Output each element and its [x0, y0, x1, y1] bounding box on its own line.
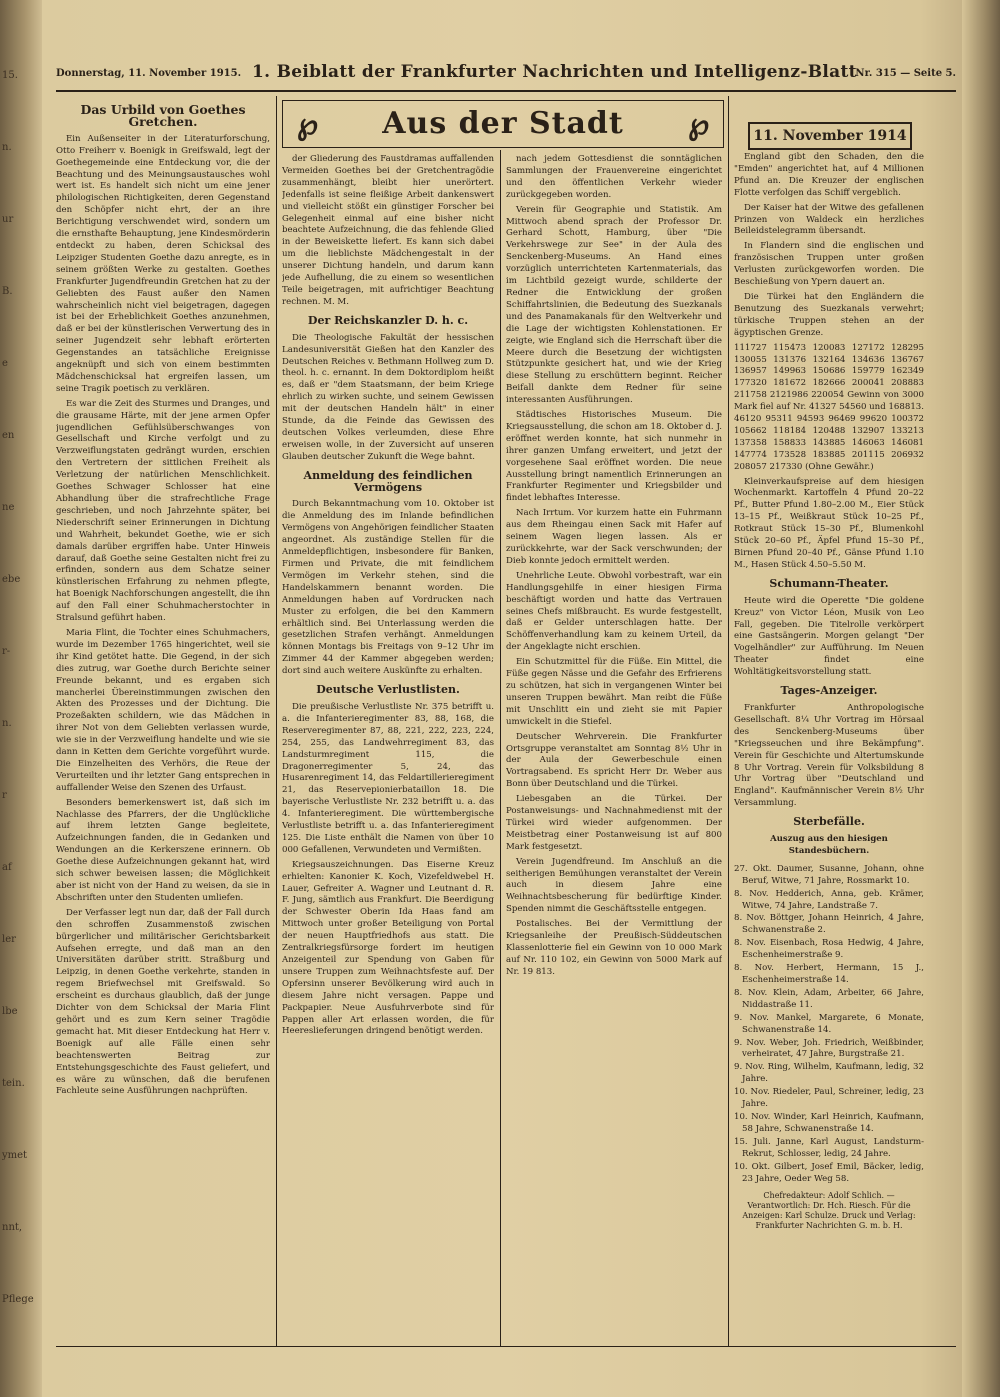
sterbefaelle-subheading: Auszug aus den hiesigen Standesbüchern.: [770, 834, 888, 856]
news-item: Die Türkei hat den Engländern die Benutzung des Suezkanals verwehrt; türkische Truppen stehen an der ägyptischen Grenze.: [734, 291, 924, 338]
section-text: Durch Bekanntmachung vom 10. Oktober ist die Anmeldung des im Inlande befindlichen Vermögens von Angehörigen feindlicher Staaten angeordnet. Als zuständige Stellen für die Anmeldepflichtigen, insbesondere für Banken, Firmen und Private, die mit feindlichem Vermögen im Verkehr stehen, sind die Handelskammern benannt worden. Die Anmeldungen haben auf Vordrucken nach Muster zu erfolgen, die bei den Kammern erhältlich sind. Bei Unterlassung werden die gesetzlichen Strafen verhängt. Anmeldungen können Montags bis Freitags von 9–12 Uhr im Zimmer 44 der Kammer abgegeben werden; dort sind auch weitere Auskünfte zu erhalten.: [282, 499, 494, 677]
article-heading: Das Urbild von Goethes Gretchen.: [80, 102, 246, 129]
left-edge-fragment: e: [2, 358, 8, 369]
article-continuation: der Gliederung des Faustdramas auffallenden Vermeiden Goethes bei der Gretchentragödie zusammenhängt, bleibt hier unerörtert. Jedenfalls ist seine fleißige Arbeit dankenswert und vielleicht stößt ein günstiger Forscher bei Gelegenheit einmal auf eine bisher nicht beachtete Aufzeichnung, die das fehlende Glied in der Beweiskette liefert. Es kann sich dabei um die lieblichste Mädchengestalt in der unserer Dichtung handeln, und darum kann jede Aufhellung, die zu einem so wesentlichen Teile beigetragen, mit aufrichtiger Beachtung rechnen. M. M.: [282, 154, 494, 307]
left-edge-fragment: lbe: [2, 1006, 18, 1017]
death-entry: 10. Okt. Gilbert, Josef Emil, Bäcker, ledig, 23 Jahre, Oeder Weg 58.: [734, 1161, 924, 1184]
news-item: Der Kaiser hat der Witwe des gefallenen Prinzen von Waldeck ein herzliches Beileidstelegramm übersandt.: [734, 202, 924, 237]
column-3: [506, 154, 722, 1346]
left-edge-fragment: nnt,: [2, 1222, 23, 1233]
left-edge-fragment: ler: [2, 934, 16, 945]
footer-rule: [56, 1346, 956, 1347]
left-edge-fragment: en: [2, 430, 15, 441]
death-entry: 9. Nov. Mankel, Margarete, 6 Monate, Schwanenstraße 14.: [734, 1012, 924, 1035]
left-edge-fragment: n.: [2, 142, 12, 153]
theater-heading: Schumann-Theater.: [769, 576, 889, 590]
article-paragraph: Ein Außenseiter in der Literaturforschung, Otto Freiherr v. Boenigk in Greifswald, legt der Goethegemeinde eine Entdeckung vor, die der Beachtung und des Meinungsaustausches wohl wert ist. Es handelt sich nicht um eine jener philologischen Richtigkeiten, deren Gegenstand den Schöpfer nicht ehrt, der an ihre Berichtigung verschwendet wird, sondern um die ernsthafte Behauptung, jene Kindesmörderin entdeckt zu haben, deren Schicksal des Leipziger Studenten Goethe dazu anregte, es in seinem größten Werke zu gestalten. Goethes Frankfurter Jugendfreundin Gretchen hat zu der Geliebten des Faust außer den Namen wahrscheinlich nicht viel beigetragen, dagegen ist bei der Erheblichkeit Goethes anzunehmen, daß er bei der künstlerischen Verwertung des in seiner Jugendzeit sehr lebhaft erörterten Gegenstandes an tatsächliche Ereignisse angeknüpft und sich von einem bestimmten Mädchenschicksal hat ergreifen lassen, um seine Tragik poetisch zu verklären.: [56, 133, 270, 394]
news-item: Städtisches Historisches Museum. Die Kriegsausstellung, die schon am 18. Oktober d. J. eröffnet werden konnte, hat sich nunmehr in ihrer ganzen Umfang erweitert, und jetzt der vorgesehene Saal eröffnet worden. Die neue Ausstellung bringt namentlich Erinnerungen an Frankfurter Regimenter und Kriegsbilder und findet lebhaftes Interesse.: [506, 410, 722, 504]
column-2-sections: [282, 315, 494, 1039]
death-entry: 9. Nov. Ring, Wilhelm, Kaufmann, ledig, 32 Jahre.: [734, 1062, 924, 1085]
imprint: Chefredakteur: Adolf Schlich. — Verantwortlich: Dr. Hch. Riesch. Für die Anzeigen: Karl Schulze. Druck und Verlag: Frankfurter Nachrichten G. m. b. H.: [742, 1191, 916, 1231]
header-title: 1. Beiblatt der Frankfurter Nachrichten und Intelligenz-Blatt: [252, 62, 857, 82]
left-edge-fragment: 15.: [2, 70, 18, 81]
masthead-box: [282, 100, 724, 148]
article-paragraph: Besonders bemerkenswert ist, daß sich im Nachlasse des Pfarrers, der die Unglückliche auf ihrem letzten Gange begleitete, Aufzeichnungen fanden, die in Gedanken und Wendungen an die Kerkerszene erinnern. Ob Goethe diese Aufzeichnungen gekannt hat, wird sich schwer beweisen lassen; die Möglichkeit aber ist nicht von der Hand zu weisen, da sie in Abschriften unter den Studenten umliefen.: [56, 797, 270, 903]
left-edge-fragment: Pflege: [2, 1294, 34, 1305]
news-item: Nach Irrtum. Vor kurzem hatte ein Fuhrmann aus dem Rheingau einen Sack mit Hafer auf seinem Wagen liegen lassen. Als er zurückkehrte, war der Sack verschwunden; der Dieb konnte jedoch ermittelt werden.: [506, 508, 722, 566]
page-header: [56, 58, 956, 90]
death-entry: 8. Nov. Herbert, Hermann, 15 J., Eschenheimerstraße 14.: [734, 963, 924, 985]
left-edge-fragment: af: [2, 862, 12, 873]
ornament-right-icon: ℘: [688, 107, 709, 142]
death-entry: 10. Nov. Winder, Karl Heinrich, Kaufmann, 58 Jahre, Schwanenstraße 14.: [734, 1111, 924, 1134]
news-item: Deutscher Wehrverein. Die Frankfurter Ortsgruppe veranstaltet am Sonntag 8½ Uhr in der Aula der Gewerbeschule einen Vortragsabend. Es spricht Herr Dr. Weber aus Bonn über Deutschland und die Türkei.: [506, 731, 722, 790]
left-edge-fragment: B.: [2, 286, 13, 297]
local-news: [506, 154, 722, 979]
column-4: [734, 152, 924, 1346]
news-item: Ein Schutzmittel für die Füße. Ein Mittel, die Füße gegen Nässe und die Gefahr des Erfrierens zu schützen, hat sich in vergangenen Winter bei unseren Truppen bewährt. Man reibt die Füße mit Unschlitt ein und zieht sie mit Papier umwickelt in die Stiefel.: [506, 657, 722, 727]
death-entry: 9. Nov. Weber, Joh. Friedrich, Weißbinder, verheiratet, 47 Jahre, Burgstraße 21.: [734, 1037, 924, 1060]
death-entry: 8. Nov. Hedderich, Anna, geb. Krämer, Witwe, 74 Jahre, Landstraße 7.: [734, 888, 924, 911]
theater-text: Heute wird die Operette "Die goldene Kreuz" von Victor Léon, Musik von Leo Fall, gegeben. Die Titelrolle verkörpert eine Gastsängerin. Morgen gelangt "Der Vogelhändler" zur Aufführung. Im Neuen Theater findet eine Wohltätigkeitsvorstellung statt.: [734, 595, 924, 678]
article-paragraph: Maria Flint, die Tochter eines Schuhmachers, wurde im Dezember 1765 hingerichtet, weil sie ihr Kind getötet hatte. Die Gegend, in der sich dies zutrug, war Goethe durch Berichte seiner Freunde bekannt, und es ergaben sich mancherlei Übereinstimmungen zwischen den Akten des Prozesses und der Dichtung. Die Prozeßakten schildern, wie das Mädchen in ihrer Not von dem Geliebten verlassen wurde, wie sie in der Verzweiflung handelte und wie sie dann in Ketten dem Gerichte vorgeführt wurde. Die Einzelheiten des Verhörs, die Reue der Verurteilten und ihr letzter Gang entsprechen in auffallender Weise den Szenen des Urfaust.: [56, 627, 270, 793]
header-date: Donnerstag, 11. November 1915.: [56, 68, 242, 79]
death-notices: [734, 864, 924, 1186]
death-entry: 8. Nov. Klein, Adam, Arbeiter, 66 Jahre, Niddastraße 11.: [734, 987, 924, 1010]
death-entry: 15. Juli. Janne, Karl August, Landsturm-Rekrut, Schlosser, ledig, 24 Jahre.: [734, 1136, 924, 1159]
left-edge-fragment: r: [2, 790, 7, 801]
news-item: Liebesgaben an die Türkei. Der Postanweisungs- und Nachnahmedienst mit der Türkei wird wieder aufgenommen. Der Meistbetrag einer Postanweisung ist auf 800 Mark festgesetzt.: [506, 794, 722, 852]
ornament-left-icon: ℘: [297, 107, 318, 142]
column-1: [56, 100, 270, 1346]
column-rule: [276, 96, 277, 1346]
masthead-title: Aus der Stadt: [382, 106, 624, 141]
column-rule: [728, 96, 729, 1346]
header-rule: [56, 90, 956, 92]
tages-anzeiger-text: Frankfurter Anthropologische Gesellschaft. 8¼ Uhr Vortrag im Hörsaal des Senckenberg-Museums über "Kriegsseuchen und ihre Bekämpfung". Verein für Geschichte und Altertumskunde 8 Uhr Vortrag. Verein für Volksbildung 8 Uhr Vortrag über "Deutschland und England". Kaufmännischer Verein 8½ Uhr Versammlung.: [734, 702, 924, 809]
death-entry: 8. Nov. Böttger, Johann Heinrich, 4 Jahre, Schwanenstraße 2.: [734, 913, 924, 936]
section-heading: Deutsche Verlustlisten.: [316, 683, 460, 697]
left-edge-fragment: r-: [2, 646, 11, 657]
news-item: In Flandern sind die englischen und französischen Truppen unter großen Verlusten zurückgeworfen worden. Die Beschießung von Ypern dauert an.: [734, 241, 924, 288]
article-body: [56, 134, 270, 1099]
left-edge-fragment: ne: [2, 502, 15, 513]
war-news: [734, 152, 924, 340]
death-entry: 27. Okt. Daumer, Susanne, Johann, ohne Beruf, Witwe, 71 Jahre, Rossmarkt 10.: [734, 863, 924, 886]
market-prices: Kleinverkaufspreise auf dem hiesigen Wochenmarkt. Kartoffeln 4 Pfund 20–22 Pf., Butter Pfund 1.80–2.00 M., Eier Stück 13–15 Pf., Weißkraut Stück 10–25 Pf., Rotkraut Stück 15–30 Pf., Blumenkohl Stück 20–60 Pf., Äpfel Pfund 15–30 Pf., Birnen Pfund 20–40 Pf., Gänse Pfund 1.10 M., Hasen Stück 4.50–5.50 M.: [734, 476, 924, 570]
section-text: Die preußische Verlustliste Nr. 375 betrifft u. a. die Infanterieregimenter 83, 88, 168, die Reserveregimenter 87, 88, 221, 222, 223, 224, 254, 255, das Landwehrregiment 83, das Landsturmregiment 115, die Dragonerregimenter 5, 24, das Husarenregiment 14, das Feldartillerieregiment 21, das Reservepionierbataillon 18. Die bayerische Verlustliste Nr. 232 betrifft u. a. das 4. Infanterieregiment. Die württembergische Verlustliste betrifft u. a. das Infanterieregiment 125. Die Liste enthält die Namen von über 10 000 Gefallenen, Verwundeten und Vermißten.: [282, 701, 494, 855]
news-item: Verein Jugendfreund. Im Anschluß an die seitherigen Bemühungen veranstaltet der Verein auch in diesem Jahre eine Weihnachtsbescherung für bedürftige Kinder. Spenden nimmt die Geschäftsstelle entgegen.: [506, 856, 722, 915]
lottery-numbers: 111727 115473 120083 127172 128295 130055 131376 132164 134636 136767 136957 149963 150686 159779 162349 177320 181672 182666 200041 208883 211758 2121986 220054 Gewinn von 3000 Mark fiel auf Nr. 41327 54560 und 168813. 46120 95311 94593 96469 99620 100372 105662 118184 120488 132907 133213 137358 158833 143885 146063 146081 147774 173528 183885 201115 206932 208057 217330 (Ohne Gewähr.): [734, 342, 924, 472]
news-item: Verein für Geographie und Statistik. Am Mittwoch abend sprach der Professor Dr. Gerhard Schott, Hamburg, über "Die Verkehrswege zur See" in der Aula des Senckenberg-Museums. An Hand eines vorzüglich unterrichteten Kartenmaterials, das im Lichtbild gezeigt wurde, schilderte der Redner die Entwicklung der großen Schiffahrtslinien, die Bedeutung des Suezkanals und des Panamakanals für den Weltverkehr und die Lage der wichtigsten Kohlenstationen. Er zeigte, wie England sich die Herrschaft über die Meere durch die Besetzung der wichtigsten Stützpunkte gesichert hat, und wie der Krieg diese Stellung zu erschüttern beginnt. Reicher Beifall dankte dem Redner für seine interessanten Ausführungen.: [506, 204, 722, 406]
binding-edge: [0, 0, 42, 1397]
column-2: [282, 154, 494, 1346]
death-entry: 8. Nov. Eisenbach, Rosa Hedwig, 4 Jahre, Eschenheimerstraße 9.: [734, 938, 924, 961]
left-edge-fragment: ebe: [2, 574, 21, 585]
tages-anzeiger-heading: Tages-Anzeiger.: [780, 684, 878, 698]
section-heading: Anmeldung des feindlichen Vermögens: [303, 468, 473, 494]
left-edge-fragment: ur: [2, 214, 14, 225]
left-edge-fragment: n.: [2, 718, 12, 729]
date-box: 11. November 1914: [748, 122, 912, 150]
news-item: Postalisches. Bei der Vermittlung der Kriegsanleihe der Preußisch-Süddeutschen Klassenlotterie fiel ein Gewinn von 10 000 Mark auf Nr. 110 102, ein Gewinn von 5000 Mark auf Nr. 19 813.: [506, 919, 722, 977]
section-text: Die Theologische Fakultät der hessischen Landesuniversität Gießen hat den Kanzler des Deutschen Reiches v. Bethmann Hollweg zum D. theol. h. c. ernannt. In dem Doktordiplom heißt es, daß er "dem Staatsmann, der beim Kriege ehrlich zu wirken suchte, und seinem Gewissen mit der deutschen Handeln hält" in einer Stunde, da die Feinde das Gewissen des deutschen Volkes verleumden, diese Ehre erweisen wolle, in der Zuversicht auf unseren Glauben deutscher Zukunft die Wege bahnt.: [282, 332, 494, 462]
news-item: Unehrliche Leute. Obwohl vorbestraft, war ein Handlungsgehilfe in einer hiesigen Firma beschäftigt worden und hatte das Vertrauen seines Chefs mißbraucht. Es wurde festgestellt, daß er Gelder unterschlagen hatte. Der Schöffenverhandlung kam zu keinem Urteil, da der Angeklagte nicht erschien.: [506, 570, 722, 653]
news-item: nach jedem Gottesdienst die sonntäglichen Sammlungen der Frauenvereine eingerichtet und den öffentlichen Verkehr wieder zurückgegeben worden.: [506, 154, 722, 200]
column-rule: [500, 150, 501, 1346]
section-text: Kriegsauszeichnungen. Das Eiserne Kreuz erhielten: Kanonier K. Koch, Vizefeldwebel H. Lauer, Gefreiter A. Wagner und Leutnant d. R. F. Jung, sämtlich aus Frankfurt. Die Beerdigung der Schwester Oberin Ida Haas fand am Mittwoch unter großer Beteiligung von Portal der neuen Hauptfriedhofs aus statt. Die Zentralkriegsfürsorge fordert im heutigen Anzeigenteil zur Spendung von Gaben für unsere Truppen zum Weihnachtsfeste auf. Der Opfersinn unserer Bevölkerung wird auch in diesem Jahre nicht versagen. Pappe und Packpapier. Neue Ausfuhrverbote sind für Pappen aller Art erlassen worden, die für Heereslieferungen dringend benötigt werden.: [282, 859, 494, 1037]
death-entry: 10. Nov. Riedeler, Paul, Schreiner, ledig, 23 Jahre.: [734, 1087, 924, 1110]
page-right-edge: [962, 0, 1000, 1397]
sterbefaelle-heading: Sterbefälle.: [793, 815, 865, 829]
left-edge-fragment: tein.: [2, 1078, 25, 1089]
section-heading: Der Reichskanzler D. h. c.: [307, 313, 469, 327]
left-edge-fragment: ymet: [2, 1150, 28, 1161]
header-number-page: Nr. 315 — Seite 5.: [855, 68, 956, 79]
article-paragraph: Der Verfasser legt nun dar, daß der Fall durch den schroffen Zusammenstoß zwischen bürgerlicher und militärischer Gerichtsbarkeit Aufsehen erregte, und daß man an den Universitäten darüber stritt. Straßburg und Leipzig, in denen Goethe verkehrte, standen in regem Briefwechsel mit Greifswald. So erscheint es durchaus glaublich, daß der junge Dichter von dem Schicksal der Maria Flint gehört und es zum Kern seiner Tragödie gemacht hat. Mit dieser Entdeckung hat Herr v. Boenigk auf alle Fälle einen sehr beachtenswerten Beitrag zur Entstehungsgeschichte des Faust geliefert, und es wäre zu wünschen, daß die berufenen Fachleute seine Ausführungen nachprüften.: [56, 907, 270, 1097]
article-paragraph: Es war die Zeit des Sturmes und Dranges, und die grausame Härte, mit der jene armen Opfer jugendlichen Gefühlsüberschwanges von Gesellschaft und Kirche verfolgt und zu Verzweiflungstaten gedrängt wurden, erschien den Vertretern der sittlichen Freiheit als Verletzung der natürlichen Menschlichkeit. Goethes Schwager Schlosser hat eine Abhandlung über die strafrechtliche Frage geschrieben, und noch Jahrzehnte später, bei Niederschrift seiner Erinnerungen in Dichtung und Wahrheit, bekundet Goethe, wie er sich damals darüber ergriffen habe. Unter Hinweis darauf, daß Goethe seine Gestalten nicht frei zu erfinden, sondern aus dem Schatze seiner künstlerischen Erfahrung zu nehmen pflegte, hat Boenigk Nachforschungen angestellt, die ihn auf den Fall einer Schuhmacherstochter in Stralsund geführt haben.: [56, 398, 270, 624]
news-item: England gibt den Schaden, den die "Emden" angerichtet hat, auf 4 Millionen Pfund an. Die Kreuzer der englischen Flotte verfolgen das Schiff vergeblich.: [734, 152, 924, 198]
